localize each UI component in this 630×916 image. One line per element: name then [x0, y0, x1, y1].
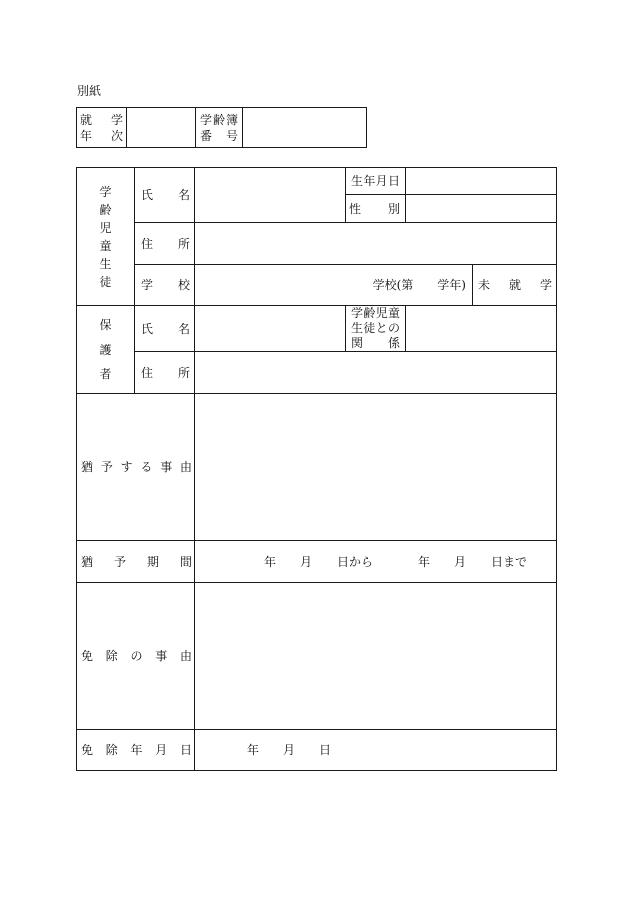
- label-char: 氏: [141, 321, 154, 336]
- label-char: 保: [99, 318, 112, 332]
- birthdate-label: [346, 175, 405, 187]
- period-start-day: 日から: [337, 554, 374, 569]
- label-char: 齢: [363, 306, 376, 320]
- label-char: 就: [80, 112, 93, 127]
- postponement-reason-label: [77, 461, 194, 473]
- label-char: 期: [146, 554, 159, 569]
- label-char: 生: [99, 257, 112, 271]
- school-value-cell: [194, 264, 473, 306]
- label-char: 住: [141, 236, 154, 251]
- guardian-address-label: [135, 367, 194, 379]
- label-char: 生: [351, 321, 364, 335]
- exemption-date-day: 日: [319, 743, 332, 757]
- label-char: 除: [105, 743, 118, 757]
- child-group-label-cell: [76, 167, 135, 306]
- guardian-group-label: [77, 306, 134, 393]
- label-char: 免: [81, 743, 94, 757]
- label-char: 年: [80, 128, 93, 143]
- relation-label-line1: [351, 306, 400, 321]
- child-name-label: [135, 189, 194, 201]
- gender-label: [346, 203, 405, 215]
- period-start-month: 月: [300, 554, 313, 569]
- label-char: る: [140, 460, 153, 474]
- label-char: 所: [177, 365, 190, 380]
- label-char: 齢: [212, 112, 225, 127]
- label-char: 住: [141, 365, 154, 380]
- label-char: 学: [141, 278, 154, 292]
- period-end-year: 年: [418, 554, 431, 569]
- exemption-date-month: 月: [283, 743, 296, 757]
- label-char: 間: [179, 554, 192, 569]
- attachment-label: 別紙: [77, 84, 102, 98]
- child-address-label-cell: [134, 222, 195, 265]
- label-char: 除: [105, 649, 118, 663]
- period-end-month: 月: [454, 554, 467, 569]
- label-char: 由: [179, 649, 192, 663]
- exemption-reason-label-cell: [76, 582, 195, 730]
- label-char: 年: [130, 743, 143, 757]
- school-label: [135, 279, 194, 291]
- label-char: す: [120, 460, 133, 474]
- period-end-day: 日まで: [491, 554, 528, 569]
- label-char: 所: [177, 236, 190, 251]
- child-group-label: [77, 168, 134, 305]
- register-number-value-cell: [242, 107, 367, 148]
- exemption-date-year: 年: [247, 743, 260, 757]
- label-char: 学: [99, 185, 112, 199]
- label-char: 免: [81, 649, 94, 663]
- postponement-reason-label-cell: [76, 393, 195, 541]
- child-address-value-cell: [194, 222, 557, 265]
- label-char: と: [375, 321, 388, 335]
- child-name-value-cell: [194, 167, 346, 223]
- guardian-name-value-cell: [194, 305, 346, 352]
- label-char: 齢: [99, 203, 112, 217]
- label-char: 次: [110, 128, 123, 143]
- label-char: 係: [387, 336, 400, 350]
- birthdate-value-cell: [405, 167, 557, 195]
- label-char: 猶: [81, 554, 94, 569]
- label-char: 年: [363, 174, 376, 188]
- relation-value-cell: [405, 305, 557, 352]
- label-char: 学: [110, 112, 123, 127]
- label-char: 番: [200, 128, 213, 143]
- label-char: 日: [387, 174, 400, 188]
- label-char: 学: [539, 278, 552, 292]
- label-char: 学: [351, 306, 364, 320]
- guardian-address-value-cell: [194, 351, 557, 394]
- label-char: 号: [225, 128, 238, 143]
- child-name-label-cell: [134, 167, 195, 223]
- label-char: の: [130, 649, 143, 663]
- postponement-period-label: [77, 556, 194, 568]
- label-char: 日: [179, 743, 192, 757]
- guardian-address-label-cell: [134, 351, 195, 394]
- guardian-name-label: [135, 323, 194, 335]
- guardian-group-label-cell: [76, 305, 135, 394]
- label-char: 名: [177, 321, 190, 336]
- label-char: 学: [200, 112, 213, 127]
- label-char: 就: [508, 278, 521, 292]
- enrollment-year-value-cell: [126, 107, 196, 148]
- label-char: 予: [100, 460, 113, 474]
- not-enrolled-cell: [472, 264, 557, 306]
- relation-label-line2: [351, 321, 400, 336]
- exemption-date-label-cell: [76, 729, 195, 771]
- label-char: 徒: [363, 321, 376, 335]
- label-char: 関: [351, 336, 364, 350]
- label-char: 校: [177, 278, 190, 292]
- label-char: 由: [179, 460, 192, 474]
- label-char: 事: [155, 649, 168, 663]
- school-grade-text: 学校(第 学年): [372, 278, 466, 292]
- label-char: 名: [177, 188, 190, 202]
- label-char: 未: [478, 278, 491, 292]
- register-number-label-cell: [195, 107, 243, 148]
- label-char: 童: [99, 239, 112, 253]
- label-char: 簿: [225, 112, 238, 127]
- label-char: 月: [375, 174, 388, 188]
- label-char: 別: [387, 201, 400, 216]
- birthdate-label-cell: [345, 167, 406, 195]
- enrollment-year-label: [77, 112, 126, 144]
- postponement-period-label-cell: [76, 540, 195, 583]
- label-char: 月: [155, 743, 168, 757]
- label-char: 氏: [141, 188, 154, 202]
- register-number-label-line1: [200, 112, 238, 128]
- register-number-label: [196, 112, 242, 144]
- period-start-year: 年: [264, 554, 277, 569]
- exemption-date-label: [77, 744, 194, 756]
- gender-label-cell: [345, 194, 406, 223]
- school-label-cell: [134, 264, 195, 306]
- label-char: 事: [160, 460, 173, 474]
- label-char: 猶: [81, 460, 94, 474]
- postponement-reason-value-cell: [194, 393, 557, 541]
- label-char: 者: [99, 367, 112, 381]
- label-char: 護: [99, 342, 112, 357]
- label-char: 徒: [99, 275, 112, 289]
- postponement-period-value-cell: [194, 540, 557, 583]
- gender-value-cell: [405, 194, 557, 223]
- label-char: 予: [113, 554, 126, 569]
- exemption-date-value-cell: [194, 729, 557, 771]
- label-char: 童: [387, 306, 400, 320]
- enrollment-year-label-line2: [80, 128, 123, 144]
- label-char: 児: [99, 221, 112, 235]
- register-number-label-line2: [200, 128, 238, 144]
- guardian-name-label-cell: [134, 305, 195, 352]
- child-address-label: [135, 238, 194, 250]
- enrollment-year-label-cell: [76, 107, 127, 148]
- label-char: の: [387, 321, 400, 335]
- relation-label: [346, 306, 405, 351]
- relation-label-cell: [345, 305, 406, 352]
- exemption-reason-label: [77, 650, 194, 662]
- exemption-reason-value-cell: [194, 582, 557, 730]
- not-enrolled-label: [473, 279, 556, 291]
- label-char: 性: [349, 201, 362, 216]
- relation-label-line3: [351, 336, 400, 351]
- label-char: 生: [351, 174, 364, 188]
- label-char: 児: [375, 306, 388, 320]
- enrollment-year-label-line1: [80, 112, 123, 128]
